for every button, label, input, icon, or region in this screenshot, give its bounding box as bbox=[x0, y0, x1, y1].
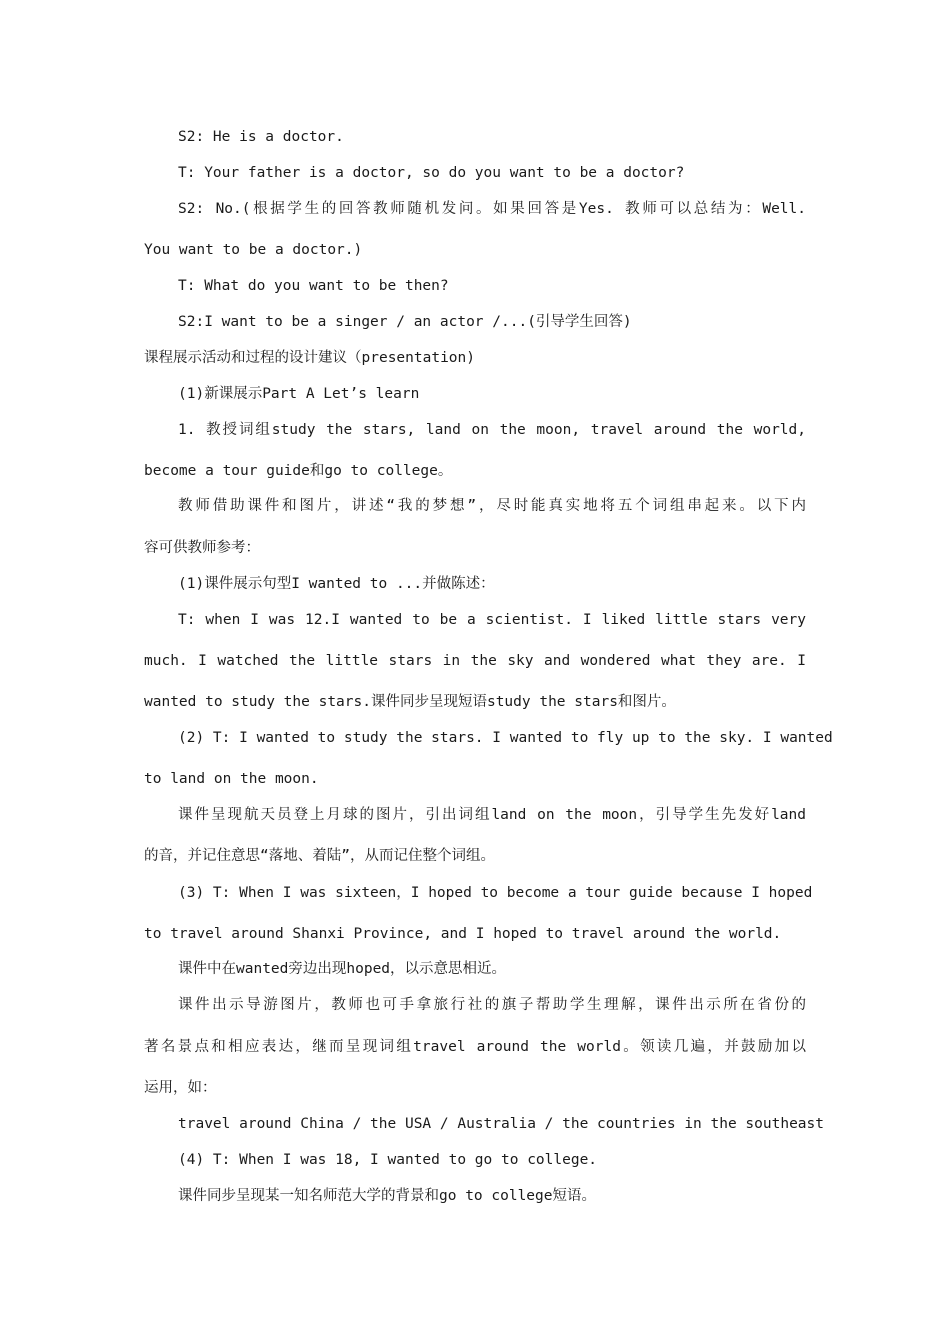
text-line: become a tour guide和go to college。 bbox=[144, 463, 453, 479]
text-line: (1)新课展示Part A Let’s learn bbox=[178, 386, 420, 402]
text-line: 运用，如： bbox=[144, 1080, 217, 1096]
text-line: 的音，并记住意思“落地、着陆”，从而记住整个词组。 bbox=[144, 848, 495, 864]
text-line: much. I watched the little stars in the sky and wondered what they are. I bbox=[144, 653, 806, 669]
text-line: 课件出示导游图片，教师也可手拿旅行社的旗子帮助学生理解，课件出示所在省份的 bbox=[178, 997, 806, 1013]
text-line: 1. 教授词组study the stars, land on the moon, travel around the world, bbox=[178, 422, 806, 438]
text-line: 课件同步呈现某一知名师范大学的背景和go to college短语。 bbox=[178, 1188, 596, 1204]
text-line: S2:I want to be a singer / an actor /...(引导学生回答) bbox=[178, 314, 632, 330]
text-line: 教师借助课件和图片，讲述“我的梦想”，尽时能真实地将五个词组串起来。以下内 bbox=[178, 498, 806, 514]
text-line: to land on the moon. bbox=[144, 771, 319, 787]
text-line: 课件中在wanted旁边出现hoped，以示意思相近。 bbox=[178, 961, 507, 977]
text-line: 课件呈现航天员登上月球的图片，引出词组land on the moon，引导学生先发好land bbox=[178, 807, 806, 823]
text-line: (1)课件展示句型I wanted to ...并做陈述： bbox=[178, 576, 495, 592]
text-line: 容可供教师参考： bbox=[144, 540, 260, 556]
text-line: S2: No.(根据学生的回答教师随机发问。如果回答是Yes. 教师可以总结为：Well. bbox=[178, 201, 806, 217]
section-heading: 课程展示活动和过程的设计建议（presentation) bbox=[144, 350, 475, 366]
text-line: T: when I was 12.I wanted to be a scientist. I liked little stars very bbox=[178, 612, 806, 628]
text-line: travel around China / the USA / Australia / the countries in the southeast bbox=[178, 1116, 825, 1132]
text-line: 著名景点和相应表达，继而呈现词组travel around the world。领读几遍，并鼓励加以 bbox=[144, 1039, 806, 1055]
text-line: S2: He is a doctor. bbox=[178, 129, 344, 145]
text-line: to travel around Shanxi Province, and I hoped to travel around the world. bbox=[144, 926, 782, 942]
text-line: You want to be a doctor.) bbox=[144, 242, 363, 258]
text-line: T: Your father is a doctor, so do you want to be a doctor? bbox=[178, 165, 685, 181]
text-line: wanted to study the stars.课件同步呈现短语study the stars和图片。 bbox=[144, 694, 676, 710]
text-line: (2) T: I wanted to study the stars. I wanted to fly up to the sky. I wanted bbox=[178, 730, 833, 746]
text-line: (3) T: When I was sixteen，I hoped to become a tour guide because I hoped bbox=[178, 885, 813, 901]
text-line: T: What do you want to be then? bbox=[178, 278, 449, 294]
text-line: (4) T: When I was 18, I wanted to go to college. bbox=[178, 1152, 598, 1168]
